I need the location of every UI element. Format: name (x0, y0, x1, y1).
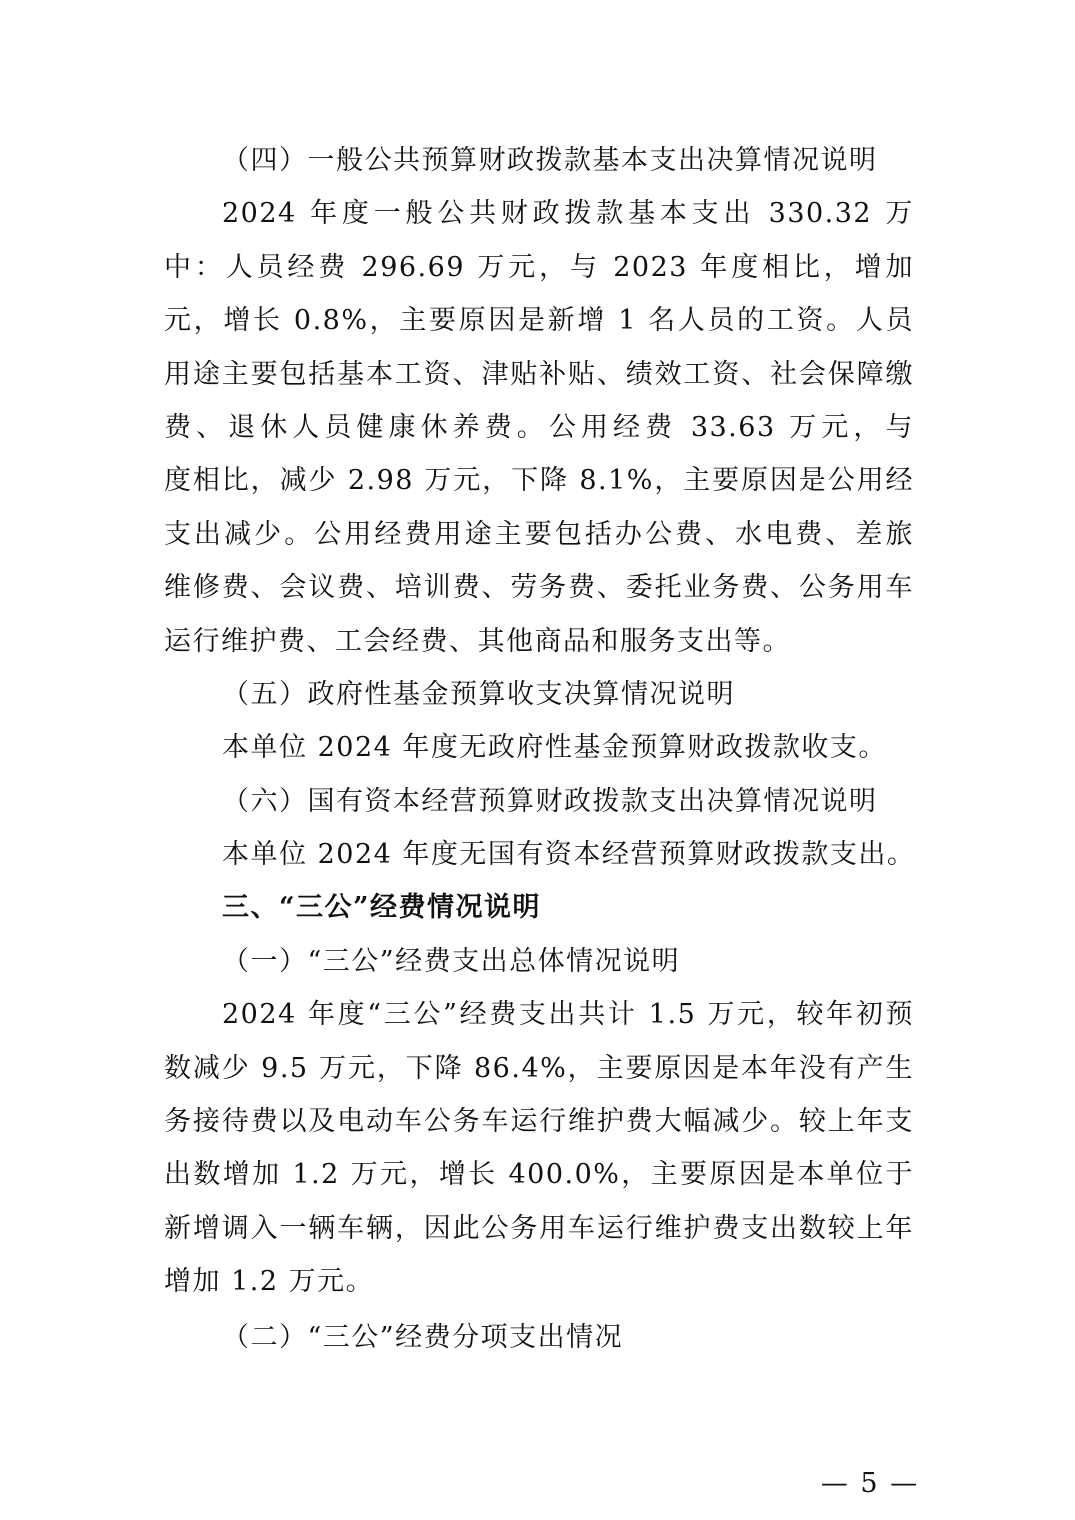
paragraph-line: 务接待费以及电动车公务车运行维护费大幅减少。较上年支 (164, 1106, 914, 1138)
paragraph-line: 费、退休人员健康休养费。公用经费 33.63 万元，与 (164, 411, 914, 443)
paragraph-line: 本单位 2024 年度无国有资本经营预算财政拨款支出。 (222, 839, 916, 871)
paragraph-line: 度相比，减少 2.98 万元，下降 8.1%，主要原因是公用经 (164, 465, 914, 497)
paragraph-line: 出数增加 1.2 万元，增长 400.0%，主要原因是本单位于 (164, 1159, 914, 1191)
section-heading-3-1: （一）“三公”经费支出总体情况说明 (222, 945, 681, 977)
section-heading-5: （五）政府性基金预算收支决算情况说明 (222, 678, 735, 710)
paragraph-line: 维修费、会议费、培训费、劳务费、委托业务费、公务用车 (164, 572, 914, 604)
chapter-heading-3: 三、“三公”经费情况说明 (222, 892, 542, 924)
paragraph-line: 2024 年度一般公共财政拨款基本支出 330.32 万 (222, 198, 914, 230)
paragraph-line: 用途主要包括基本工资、津贴补贴、绩效工资、社会保障缴 (164, 358, 914, 390)
paragraph-line: 支出减少。公用经费用途主要包括办公费、水电费、差旅 (164, 518, 914, 550)
paragraph-line: 中：人员经费 296.69 万元，与 2023 年度相比，增加 (164, 251, 914, 283)
paragraph-line: 元，增长 0.8%，主要原因是新增 1 名人员的工资。人员 (164, 305, 914, 337)
paragraph-line: 本单位 2024 年度无政府性基金预算财政拨款收支。 (222, 732, 887, 764)
document-body (164, 134, 914, 1364)
paragraph-line: 2024 年度“三公”经费支出共计 1.5 万元，较年初预 (222, 999, 914, 1031)
paragraph-line: 增加 1.2 万元。 (164, 1266, 375, 1298)
paragraph-line: 数减少 9.5 万元，下降 86.4%，主要原因是本年没有产生 (164, 1052, 914, 1084)
section-heading-4: （四）一般公共预算财政拨款基本支出决算情况说明 (222, 145, 878, 176)
section-heading-3-2: （二）“三公”经费分项支出情况 (222, 1321, 624, 1353)
section-heading-6: （六）国有资本经营预算财政拨款支出决算情况说明 (222, 785, 878, 817)
page-number: — 5 — (820, 1468, 920, 1499)
paragraph-line: 新增调入一辆车辆，因此公务用车运行维护费支出数较上年 (164, 1212, 914, 1244)
paragraph-line: 运行维护费、工会经费、其他商品和服务支出等。 (164, 625, 791, 657)
